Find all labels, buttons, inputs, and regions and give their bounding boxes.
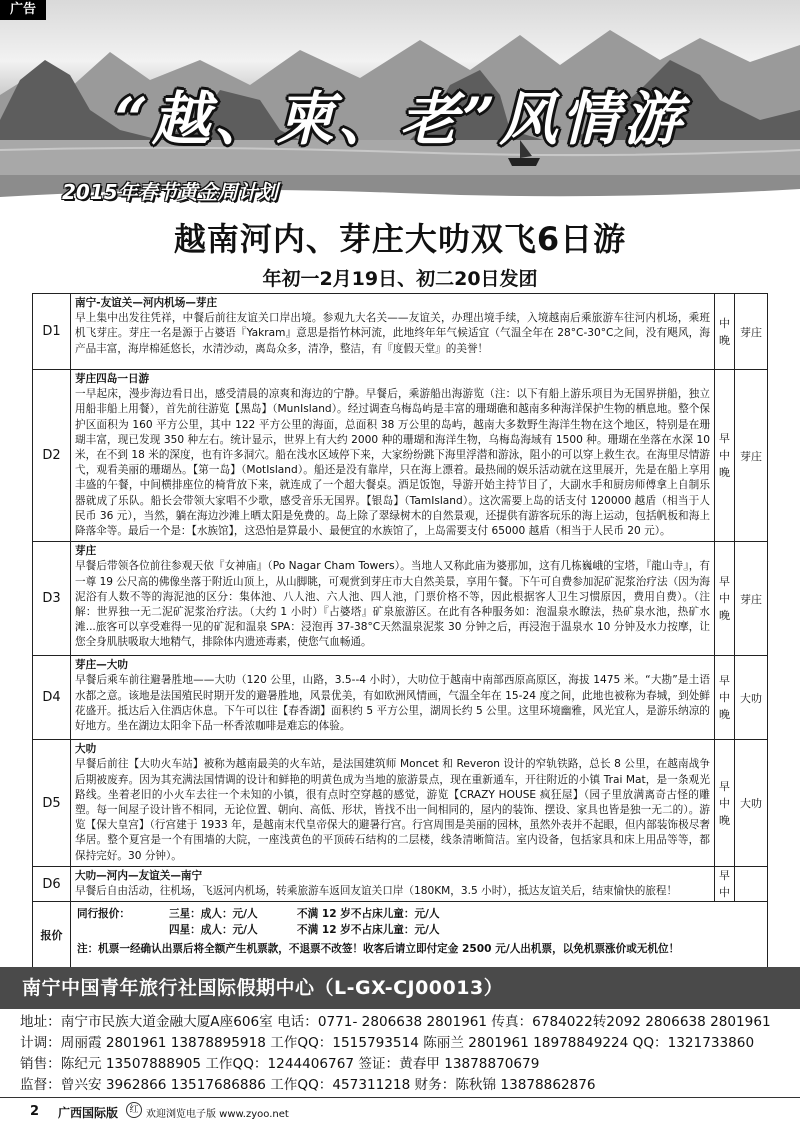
day-title: 大叻—河内—友谊关—南宁	[75, 869, 203, 882]
pricing-three-star: 三星：成人：元/人	[169, 908, 258, 921]
publication-name: 广西国际版	[58, 1106, 119, 1120]
day-label: D3	[33, 542, 71, 656]
agency-name-bar: 南宁中国青年旅行社国际假期中心（L-GX-CJ00013）	[0, 967, 800, 1009]
page-number: 2	[30, 1104, 40, 1119]
ad-tag: 广告	[0, 0, 46, 20]
day-label: D1	[33, 294, 71, 370]
day-content	[71, 656, 715, 740]
pricing-details	[71, 902, 768, 970]
itinerary-row	[33, 542, 768, 656]
day-description: 早餐后自由活动，往机场，飞返河内机场，转乘旅游车返回友谊关口岸（180KM，3.5 小时），抵达友谊关后，结束愉快的旅程！	[75, 885, 678, 898]
day-content	[71, 542, 715, 656]
meal-item: 早	[719, 432, 730, 446]
day-label: D2	[33, 370, 71, 542]
day-meals	[715, 370, 735, 542]
header-banner	[0, 0, 800, 175]
contact-supervisor: 监督：曾兴安 3962866 13517686886 工作QQ：457311218 财务：陈秋锦 13878862876	[20, 1077, 596, 1093]
meal-item: 早	[719, 779, 730, 793]
day-hotel: 大叻	[735, 656, 768, 740]
meal-item: 晚	[719, 609, 730, 623]
contact-sales: 销售：陈纪元 13507888905 工作QQ：1244406767 签证：黄春甲 13878870679	[20, 1056, 540, 1072]
day-description: 早上集中出发往凭祥，中餐后前往友谊关口岸出境。参观九大名关——友谊关，办理出境手续，入境越南后乘旅游车往河内机场，乘班机飞芽庄。芽庄一名是源于占婆语『Yakram』意思是指竹林河流，此地终年年气候适宜（气温全年在 28°C-30°C之间，没有飓风，海产品丰富，海岸棉延悠长，水清沙动，离岛众多，清净，整洁，有『度假天堂』的美誉！	[75, 312, 710, 355]
pricing-note: 注：机票一经确认出票后将全额产生机票款，不退票不改签！收客后请立即付定金 2500 元/人出机票，以免机票涨价或无机位！	[77, 943, 680, 956]
meal-item: 中	[719, 691, 730, 705]
meal-item: 中	[719, 796, 730, 810]
meal-item: 中	[719, 316, 730, 330]
pricing-label: 报价	[33, 902, 71, 970]
day-description: 早餐后前往【大叻火车站】被称为越南最美的火车站，是法国建筑师 Moncet 和 Reveron 设计的窄轨铁路，总长 8 公里，在越南战争后期被废弃。因为其充满法国情调的设计和鲜艳的明黄色成为当地的旅游景点，现在重新通车，开往附近的小镇 Trai Mat，是一条观光路线。坐着老旧的小火车去往一个未知的小镇，很有点时空穿越的感觉，游览【CRAZY HOUSE 疯狂屋】（园子里放满离奇古怪的雕塑。每一间屋子设计皆不相同，无论位置、朝向、高低、形状，皆找不出一间相同的，屋内的装饰、摆设、家具也皆是独一无二的）。游览【保大皇宫】（行宫建于 1933 年，是越南末代皇帝保大的避暑行宫。行宫周围是美丽的园林，虽然外表并不起眼，但内部装饰极尽奢华居。整个夏宫是一个有围墙的大院，一座浅黄色的平顶砖石结构的二层楼，线条清晰简洁。室内设备，包括家具和床上用品等等，都保持完好。30 分钟）。	[75, 758, 710, 862]
pricing-row-four-star	[77, 922, 761, 938]
contact-address: 地址：南宁市民族大道金融大厦A座606室 电话：0771- 2806638 2801961 传真：6784022转2092 2806638 2801961	[20, 1014, 771, 1030]
day-content	[71, 866, 715, 901]
day-label: D5	[33, 740, 71, 867]
meal-item: 中	[719, 449, 730, 463]
page-footer	[0, 1097, 800, 1122]
banner-title: “越、柬、老”风情游	[114, 85, 686, 153]
publication-logo-icon: 红	[126, 1102, 142, 1118]
meal-item: 中	[719, 886, 730, 900]
plan-title: 2015年春节黄金周计划	[62, 180, 278, 204]
pricing-row-three-star	[77, 906, 761, 922]
day-title: 芽庄—大叻	[75, 659, 128, 672]
pricing-child: 不满 12 岁不占床儿童：元/人	[297, 924, 440, 937]
day-description: 一早起床，漫步海边看日出，感受清晨的凉爽和海边的宁静。早餐后，乘游船出海游览（注：以下有船上游乐项目为无国界拼船，独立用船非船上用餐），首先前往游览【黑岛】（MunIsland）。经过调查乌梅岛屿是丰富的珊瑚礁和越南多种海洋保护生物的栖息地。整个保护区面积为 160 平方公里，其中 122 平方公里的海面，总面积 38 万公里的岛屿，越南大多数野生海洋生物在这个地区，特别是在珊瑚丰富，现已发现 350 种左右。统计显示，世界上有大约 2000 种的珊瑚和海洋生物，乌梅岛海域有 1500 种。珊瑚在坐落在水深 10 米，在不到 18 米的深度，也有许多洞穴。船在浅水区域停下来，大家纷纷跳下海里浮潜和游泳，阻小的可以穿上救生衣。在海里尽情游弋，观看美丽的珊瑚丛。【第一岛】（MotIsland）。船还是没有靠岸，只在海上漂着。最热闹的娱乐活动就在这里展开，先是在船上享用丰盛的午餐，中间横排座位的椅背放下来，就连成了一个超大餐桌。酒足饭饱，导游开始主持节目了，大副水手和厨房师傅拿上自制乐器就成了乐队。船长会带领大家唱不少歌，感受音乐无国界。【银岛】（TamIsland）。这次需要上岛的话支付 120000 越盾（相当于人民币 36 元），当然，躺在海边沙滩上晒太阳是免费的。岛上除了翠绿树木的自然景观，还提供有游客玩乐的海上运动，包括帆板和海上降落伞等。最后一个是：【水族馆】，这恐怕是算最小、最便宜的水族馆了，上岛需要支付 65000 越盾（相当于人民币 20 元）。	[75, 388, 710, 538]
pricing-child: 不满 12 岁不占床儿童：元/人	[297, 908, 440, 921]
day-title: 芽庄四岛一日游	[75, 373, 150, 385]
day-title: 大叻	[75, 743, 97, 756]
website-link[interactable]: 欢迎浏览电子版 www.zyoo.net	[146, 1109, 289, 1120]
pricing-row	[33, 902, 768, 970]
day-meals	[715, 294, 735, 370]
day-meals	[715, 866, 735, 901]
day-content	[71, 294, 715, 370]
meal-item: 晚	[719, 466, 730, 480]
day-label: D6	[33, 866, 71, 901]
contact-planner: 计调：周丽霞 2801961 13878895918 工作QQ：1515793514 陈丽兰 2801961 18978849224 QQ：1321733860	[20, 1035, 755, 1051]
itinerary-table	[32, 293, 768, 970]
pricing-four-star: 四星：成人：元/人	[169, 924, 258, 937]
day-meals	[715, 740, 735, 867]
day-hotel: 大叻	[735, 740, 768, 867]
contact-info	[20, 1012, 790, 1096]
day-hotel	[735, 866, 768, 901]
pricing-empty	[77, 922, 169, 938]
meal-item: 早	[719, 674, 730, 688]
day-description: 早餐后乘车前往避暑胜地——大叻（120 公里，山路，3.5--4 小时），大叻位于越南中南部西原高原区，海拔 1475 米。“大勘”是土语水都之意。该地是法国殖民时期开发的避暑胜地，风景优美，有如欧洲风情画，气温全年在 15-24 度之间，此地也被称为春城，到处鲜花盛开。抵达后入住酒店休息。下午可以往【春香湖】面积约 5 平方公里，湖周长约 5 公里。这里环境幽雅，风光宜人，是游乐纳凉的好地方。坐在湖边太阳伞下品一杯香浓咖啡是难忘的体验。	[75, 674, 710, 733]
day-meals	[715, 656, 735, 740]
day-title: 南宁-友谊关—河内机场—芽庄	[75, 297, 218, 309]
pricing-peer-label: 同行报价：	[77, 908, 130, 921]
meal-item: 晚	[719, 333, 730, 347]
day-hotel: 芽庄	[735, 294, 768, 370]
meal-item: 早	[719, 869, 730, 883]
day-hotel: 芽庄	[735, 370, 768, 542]
meal-item: 早	[719, 575, 730, 589]
meal-item: 晚	[719, 708, 730, 722]
departure-dates: 年初一2月19日、初二20日发团	[262, 268, 538, 290]
meal-item: 晚	[719, 813, 730, 827]
itinerary-row	[33, 740, 768, 867]
day-label: D4	[33, 656, 71, 740]
day-title: 芽庄	[75, 545, 97, 558]
itinerary-row	[33, 866, 768, 901]
meal-item: 中	[719, 592, 730, 606]
day-content	[71, 740, 715, 867]
main-title: 越南河内、芽庄大叻双飞6日游	[173, 220, 627, 258]
day-content	[71, 370, 715, 542]
day-hotel: 芽庄	[735, 542, 768, 656]
itinerary-row	[33, 294, 768, 370]
day-meals	[715, 542, 735, 656]
itinerary-row	[33, 656, 768, 740]
day-description: 早餐后带领各位前往参观天依『女神庙』（Po Nagar Cham Towers）。当地人又称此庙为婆那加，这有几栋巍峨的宝塔，『龍山寺』，有一尊 19 公尺高的佛像坐落于附近山顶上，从山脚眺，可观赏到芽庄市大自然美景，享用午餐。下午可自费参加泥矿泥浆治疗法（因为海泥浴有人数不等的海泥池的区分：集体池、八人池、六人池、四人池，门票价格不等，因此根据客人卫生习惯原因，费用自费）。（注解：世界独一无二泥矿泥浆治疗法。（大约 1 小时）『占婆塔』矿泉旅游区。在此有各种服务如：泡温泉水瞭法，热矿泉水池，热矿水滩...旅客可以享受难得一见的矿泥和温泉 SPA：浸泡再 37-38°C天然温泉泥浆 30 分钟之后，再浸泡于温泉水 10 分钟及水力按摩，让您全身肌肤吸取大地精气，排除体内遗迹毒素，使您气血畅通。	[75, 560, 710, 649]
itinerary-row	[33, 370, 768, 542]
